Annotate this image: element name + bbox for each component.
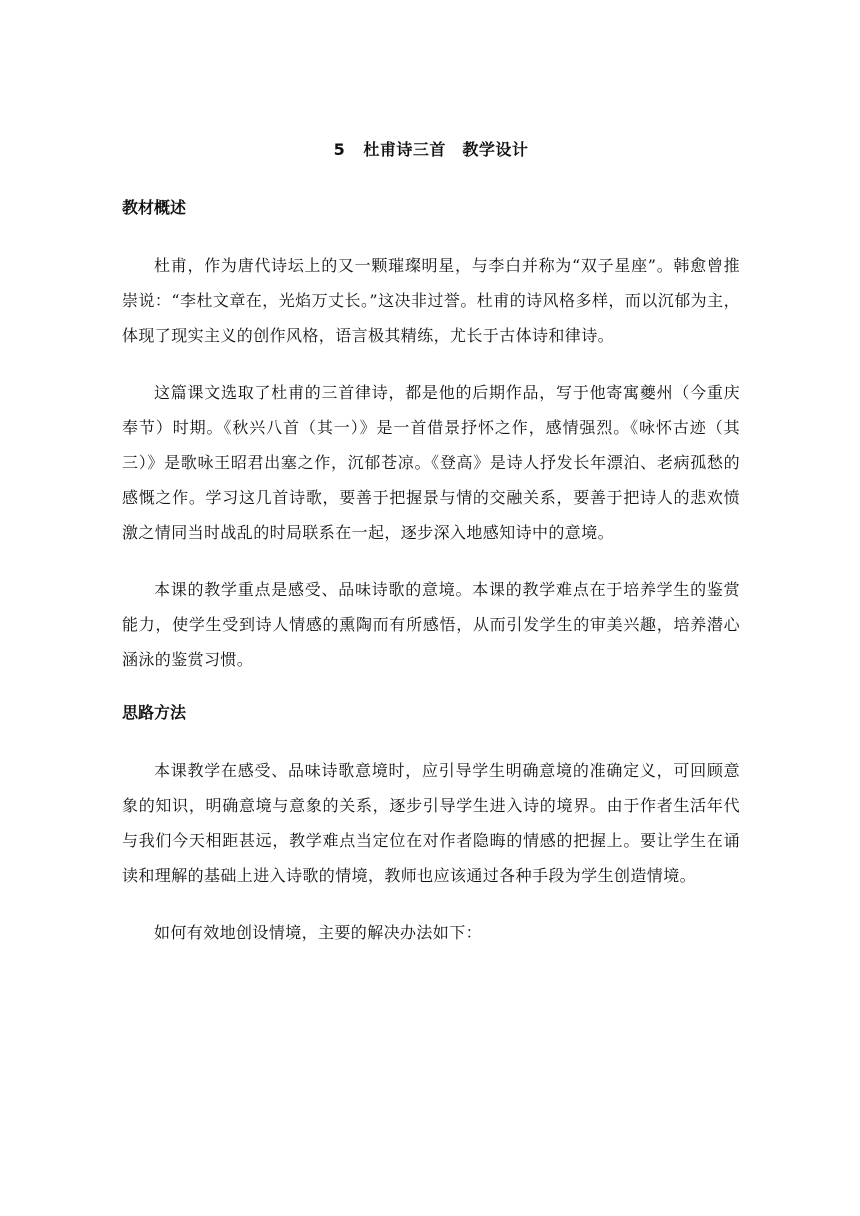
lesson-number: 5 <box>333 140 346 159</box>
method-paragraph-2: 如何有效地创设情境，主要的解决办法如下： <box>154 923 483 942</box>
document-page <box>122 136 740 950</box>
overview-paragraph-1: 杜甫，作为唐代诗坛上的又一颗璀璨明星，与李白并称为“双子星座”。韩愈曾推崇说：“李杜文章在，光焰万丈长。”这决非过誉。杜甫的诗风格多样，而以沉郁为主，体现了现实主义的创作风格，语言极其精练，尤长于古体诗和律诗。 <box>122 256 740 345</box>
method-paragraph-1: 本课教学在感受、品味诗歌意境时，应引导学生明确意境的准确定义，可回顾意象的知识，明确意境与意象的关系，逐步引导学生进入诗的境界。由于作者生活年代与我们今天相距甚远，教学难点当定位在对作者隐晦的情感的把握上。要让学生在诵读和理解的基础上进入诗歌的情境，教师也应该通过各种手段为学生创造情境。 <box>122 761 740 885</box>
overview-paragraph-2: 这篇课文选取了杜甫的三首律诗，都是他的后期作品，写于他寄寓夔州（今重庆奉节）时期。《秋兴八首（其一）》是一首借景抒怀之作，感情强烈。《咏怀古迹（其三）》是歌咏王昭君出塞之作，沉郁苍凉。《登高》是诗人抒发长年漂泊、老病孤愁的感慨之作。学习这几首诗歌，要善于把握景与情的交融关系，要善于把诗人的悲欢愤激之情同当时战乱的时局联系在一起，逐步深入地感知诗中的意境。 <box>122 383 740 542</box>
section-heading-overview: 教材概述 <box>122 198 187 217</box>
document-title <box>122 136 740 164</box>
lesson-title: 杜甫诗三首 教学设计 <box>363 140 529 159</box>
section-heading-method: 思路方法 <box>122 703 187 722</box>
overview-paragraph-3: 本课的教学重点是感受、品味诗歌的意境。本课的教学难点在于培养学生的鉴赏能力，使学生受到诗人情感的熏陶而有所感悟，从而引发学生的审美兴趣，培养潜心涵泳的鉴赏习惯。 <box>122 580 740 669</box>
